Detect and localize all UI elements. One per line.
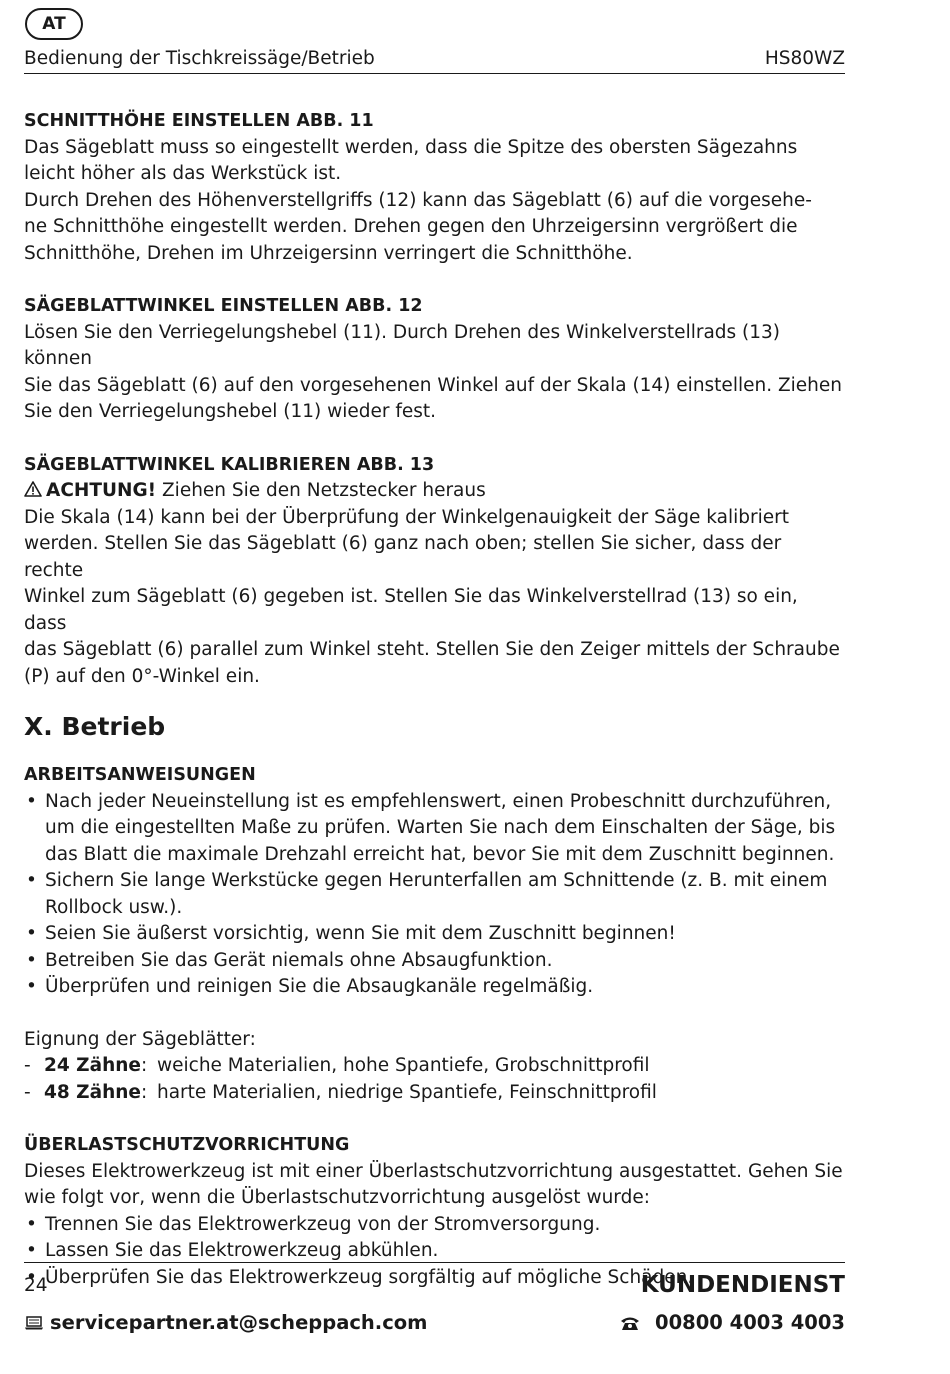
phone-icon <box>619 1315 641 1331</box>
text-line: leicht höher als das Werkstück ist. <box>24 163 342 184</box>
section-title-cut-height: SCHNITTHÖHE EINSTELLEN ABB. 11 <box>24 111 374 131</box>
blade-teeth-count: 24 Zähne <box>44 1055 141 1076</box>
service-phone[interactable] <box>619 1311 845 1334</box>
service-email[interactable] <box>24 1311 428 1334</box>
warning-line <box>24 478 845 505</box>
list-item <box>24 974 845 1001</box>
text-line: Sie das Sägeblatt (6) auf den vorgesehenen Winkel auf der Skala (14) einstellen. Ziehen <box>24 374 842 396</box>
text-line: Sie den Verriegelungshebel (11) wieder fest. <box>24 401 437 422</box>
text-line: Dieses Elektrowerkzeug ist mit einer Überlastschutzvorrichtung ausgestattet. Gehen Sie <box>24 1160 843 1182</box>
country-badge <box>24 8 845 40</box>
laptop-icon <box>24 1315 44 1331</box>
section-title-work-instructions: ARBEITSANWEISUNGEN <box>24 765 256 785</box>
list-item <box>24 948 845 975</box>
list-item-line: • Seien Sie äußerst vorsichtig, wenn Sie mit dem Zuschnitt beginnen! <box>45 923 676 944</box>
text-line: das Sägeblatt (6) parallel zum Winkel steht. Stellen Sie den Zeiger mittels der Schraube <box>24 639 840 660</box>
dash: - <box>24 1055 31 1076</box>
text-line: wie folgt vor, wenn die Überlastschutzvorrichtung ausgelöst wurde: <box>24 1187 650 1208</box>
country-badge-label: AT <box>25 8 83 40</box>
text-line: werden. Stellen Sie das Sägeblatt (6) ganz nach oben; stellen Sie sicher, dass der rechte <box>24 533 782 581</box>
list-item <box>24 789 845 869</box>
page-header <box>24 40 845 74</box>
warning-text: Ziehen Sie den Netzstecker heraus <box>156 480 486 501</box>
page-content <box>24 108 845 1291</box>
list-item-line: • Überprüfen und reinigen Sie die Absaugkanäle regelmäßig. <box>45 976 594 997</box>
blade-teeth <box>44 1080 157 1107</box>
blade-row-48 <box>24 1080 845 1107</box>
text-line: ne Schnitthöhe eingestellt werden. Drehen gegen den Uhrzeigersinn vergrößert die <box>24 216 798 237</box>
text-line: Die Skala (14) kann bei der Überprüfung der Winkelgenauigkeit der Säge kalibriert <box>24 506 789 528</box>
text-line: Durch Drehen des Höhenverstellgriffs (12) kann das Sägeblatt (6) auf die vorgesehe- <box>24 189 812 211</box>
warning-triangle-icon <box>24 481 42 497</box>
warning-label: ACHTUNG! <box>46 480 157 501</box>
header-model: HS80WZ <box>764 48 845 69</box>
list-item-line: • Nach jeder Neueinstellung ist es empfehlenswert, einen Probeschnitt durchzuführen, <box>45 790 832 812</box>
text-line: Das Sägeblatt muss so eingestellt werden, dass die Spitze des obersten Sägezahns <box>24 136 798 158</box>
blade-teeth-count: 48 Zähne <box>44 1081 141 1103</box>
text-line: (P) auf den 0°-Winkel ein. <box>24 665 260 687</box>
list-item-line: das Blatt die maximale Drehzahl erreicht hat, bevor Sie mit dem Zuschnitt beginnen. <box>45 843 835 865</box>
blade-teeth <box>44 1053 157 1080</box>
blade-suitability-label: Eignung der Sägeblätter: <box>24 1028 256 1050</box>
blade-row-24 <box>24 1053 845 1080</box>
list-item-line: • Sichern Sie lange Werkstücke gegen Herunterfallen am Schnittende (z. B. mit einem <box>45 870 828 891</box>
section-title-blade-angle: SÄGEBLATTWINKEL EINSTELLEN ABB. 12 <box>24 296 423 316</box>
list-item: • Lassen Sie das Elektrowerkzeug abkühlen. <box>24 1238 845 1265</box>
section-title-calibrate: SÄGEBLATTWINKEL KALIBRIEREN ABB. 13 <box>24 454 435 475</box>
service-email-text: servicepartner.at@scheppach.com <box>50 1310 428 1334</box>
list-item-line: um die eingestellten Maße zu prüfen. Warten Sie nach dem Einschalten der Säge, bis <box>45 817 836 838</box>
colon: : <box>140 1055 148 1076</box>
list-item-line: • Betreiben Sie das Gerät niemals ohne Absaugfunktion. <box>45 949 553 971</box>
section-title-overload: ÜBERLASTSCHUTZVORRICHTUNG <box>24 1135 350 1155</box>
text-line: Lösen Sie den Verriegelungshebel (11). Durch Drehen des Winkelverstellrads (13) können <box>24 321 781 369</box>
service-label: KUNDENDIENST <box>640 1272 845 1298</box>
page-number: 24 <box>24 1274 48 1296</box>
page-footer <box>24 1262 845 1337</box>
list-item-line: Rollbock usw.). <box>45 896 183 918</box>
service-phone-text: 00800 4003 4003 <box>655 1310 845 1334</box>
list-item: • Trennen Sie das Elektrowerkzeug von der Stromversorgung. <box>24 1212 845 1239</box>
colon: : <box>140 1081 148 1103</box>
dash: - <box>24 1081 31 1103</box>
header-title: Bedienung der Tischkreissäge/Betrieb <box>24 48 375 69</box>
work-instructions-list <box>24 789 845 1001</box>
page <box>24 8 845 1291</box>
text-line: Schnitthöhe, Drehen im Uhrzeigersinn verringert die Schnitthöhe. <box>24 242 633 264</box>
list-item <box>24 921 845 948</box>
blade-description: weiche Materialien, hohe Spantiefe, Grobschnittprofil <box>157 1055 650 1076</box>
list-item: • Überprüfen Sie das Elektrowerkzeug sorgfältig auf mögliche Schäden. <box>24 1265 845 1292</box>
blade-description: harte Materialien, niedrige Spantiefe, Feinschnittprofil <box>157 1081 657 1103</box>
list-item <box>24 868 845 921</box>
text-line: Winkel zum Sägeblatt (6) gegeben ist. Stellen Sie das Winkelverstellrad (13) so ein, dass <box>24 586 798 634</box>
chapter-heading: X. Betrieb <box>24 712 166 741</box>
